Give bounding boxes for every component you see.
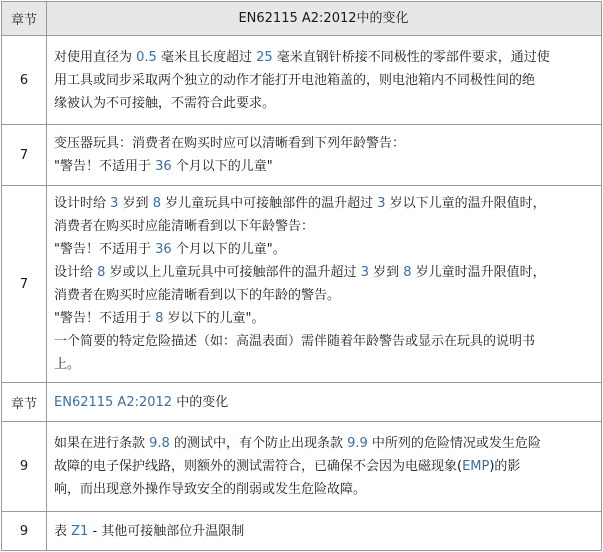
description-text: 个月以下的儿童"。: [171, 242, 286, 257]
subheader-standard: EN62115 A2:2012: [54, 394, 173, 410]
table-row: [2, 125, 602, 186]
description-line: [54, 432, 593, 455]
description-text: 的测试中，有个防止出现条款: [169, 436, 348, 451]
highlighted-value: 0.5: [136, 49, 157, 65]
description-line: [54, 132, 593, 155]
description-line: [54, 261, 593, 284]
description-line: [54, 478, 593, 501]
description-line: [54, 46, 593, 69]
subheader-change-label: 中的变化: [172, 394, 229, 410]
highlighted-value: 36: [155, 242, 172, 257]
description-text: 一个简要的特定危险描述（如：高温表面）需伴随着年龄警告或显示在玩具的说明书: [54, 334, 536, 349]
description-text: 上。: [54, 357, 81, 372]
description-text: 中所列的危险情况或发生危险: [367, 436, 541, 451]
change-description-cell: [47, 186, 602, 383]
description-line: [54, 215, 593, 238]
description-text: "警告！不适用于: [54, 311, 156, 326]
description-text: 岁或以上儿童玩具中可接触部件的温升超过: [105, 265, 361, 280]
highlighted-value: Z1: [71, 523, 89, 539]
description-line: [54, 238, 593, 261]
header-change: [47, 2, 602, 36]
description-text: "警告！不适用于: [54, 159, 156, 174]
description-line: [54, 192, 593, 215]
description-text: 毫米且长度超过: [156, 49, 257, 65]
description-text: 岁以下儿童的温升限值时，: [385, 196, 546, 211]
description-text: 岁以下的儿童"。: [163, 311, 265, 326]
subheader-chapter: 章节: [2, 383, 47, 422]
chapter-cell: 7: [2, 125, 47, 186]
table-row: [2, 422, 602, 512]
chapter-cell: 9: [2, 512, 47, 551]
highlighted-value: 8: [152, 196, 161, 211]
description-text: 表: [54, 523, 72, 539]
table-row: [2, 512, 602, 551]
description-text: 缘被认为不可接触，不需符合此要求。: [54, 95, 276, 111]
description-text: "警告！不适用于: [54, 242, 156, 257]
highlighted-value: 8: [403, 265, 412, 280]
change-description-cell: [47, 512, 602, 551]
changes-table: [1, 1, 602, 551]
description-text: 岁儿童时温升限值时，: [411, 265, 546, 280]
change-description-cell: [47, 36, 602, 125]
description-text: 岁到: [118, 196, 153, 211]
change-description-cell: [47, 422, 602, 512]
description-line: [54, 92, 593, 115]
description-text: - 其他可接触部位升温限制: [88, 523, 245, 539]
chapter-cell: 6: [2, 36, 47, 125]
subheader-change: [47, 383, 602, 422]
description-text: 变压器玩具：消费者在购买时应可以清晰看到下列年龄警告：: [54, 136, 406, 151]
change-description-cell: [47, 125, 602, 186]
highlighted-value: 3: [377, 196, 386, 211]
highlighted-value: 9.9: [347, 436, 368, 451]
description-text: 响，而出现意外操作导致安全的削弱或发生危险故障。: [54, 482, 367, 497]
description-line: [54, 455, 593, 478]
description-text: 用工具或同步采取两个独立的动作才能打开电池箱盖的，则电池箱内不同极性间的绝: [54, 72, 536, 88]
description-text: 对使用直径为: [54, 49, 137, 65]
highlighted-value: 25: [256, 49, 273, 65]
description-text: 故障的电子保护线路，则额外的测试需符合，已确保不会因为电磁现象(: [54, 459, 463, 474]
description-line: [54, 155, 593, 178]
description-text: 如果在进行条款: [54, 436, 150, 451]
highlighted-value: 9.8: [149, 436, 170, 451]
description-line: [54, 520, 593, 543]
highlighted-value: 3: [110, 196, 119, 211]
description-line: [54, 330, 593, 353]
description-text: 消费者在购买时应能清晰看到以下年龄警告：: [54, 219, 315, 234]
description-line: [54, 69, 593, 92]
description-line: [54, 353, 593, 376]
header-standard: EN62115 A2:2012: [238, 11, 357, 26]
table-row: [2, 36, 602, 125]
header-change-label: 中的变化: [356, 11, 409, 26]
highlighted-value: EMP: [462, 459, 490, 474]
description-text: 毫米直钢针桥接不同极性的零部件要求，通过使: [272, 49, 550, 65]
chapter-cell: 7: [2, 186, 47, 383]
description-text: )的影: [489, 459, 521, 474]
description-text: 个月以下的儿童": [171, 159, 273, 174]
description-text: 设计给: [54, 265, 98, 280]
table-subheader-row: [2, 383, 602, 422]
description-text: 设计时给: [54, 196, 111, 211]
highlighted-value: 8: [97, 265, 106, 280]
highlighted-value: 3: [360, 265, 369, 280]
table-row: [2, 186, 602, 383]
highlighted-value: 36: [155, 159, 172, 174]
table-header-row: [2, 2, 602, 36]
header-chapter: 章节: [2, 2, 47, 36]
description-line: [54, 307, 593, 330]
description-text: 消费者在购买时应能清晰看到以下的年龄的警告。: [54, 288, 341, 303]
description-text: 岁到: [368, 265, 404, 280]
chapter-cell: 9: [2, 422, 47, 512]
description-line: [54, 284, 593, 307]
highlighted-value: 8: [155, 311, 164, 326]
description-text: 岁儿童玩具中可接触部件的温升超过: [160, 196, 378, 211]
